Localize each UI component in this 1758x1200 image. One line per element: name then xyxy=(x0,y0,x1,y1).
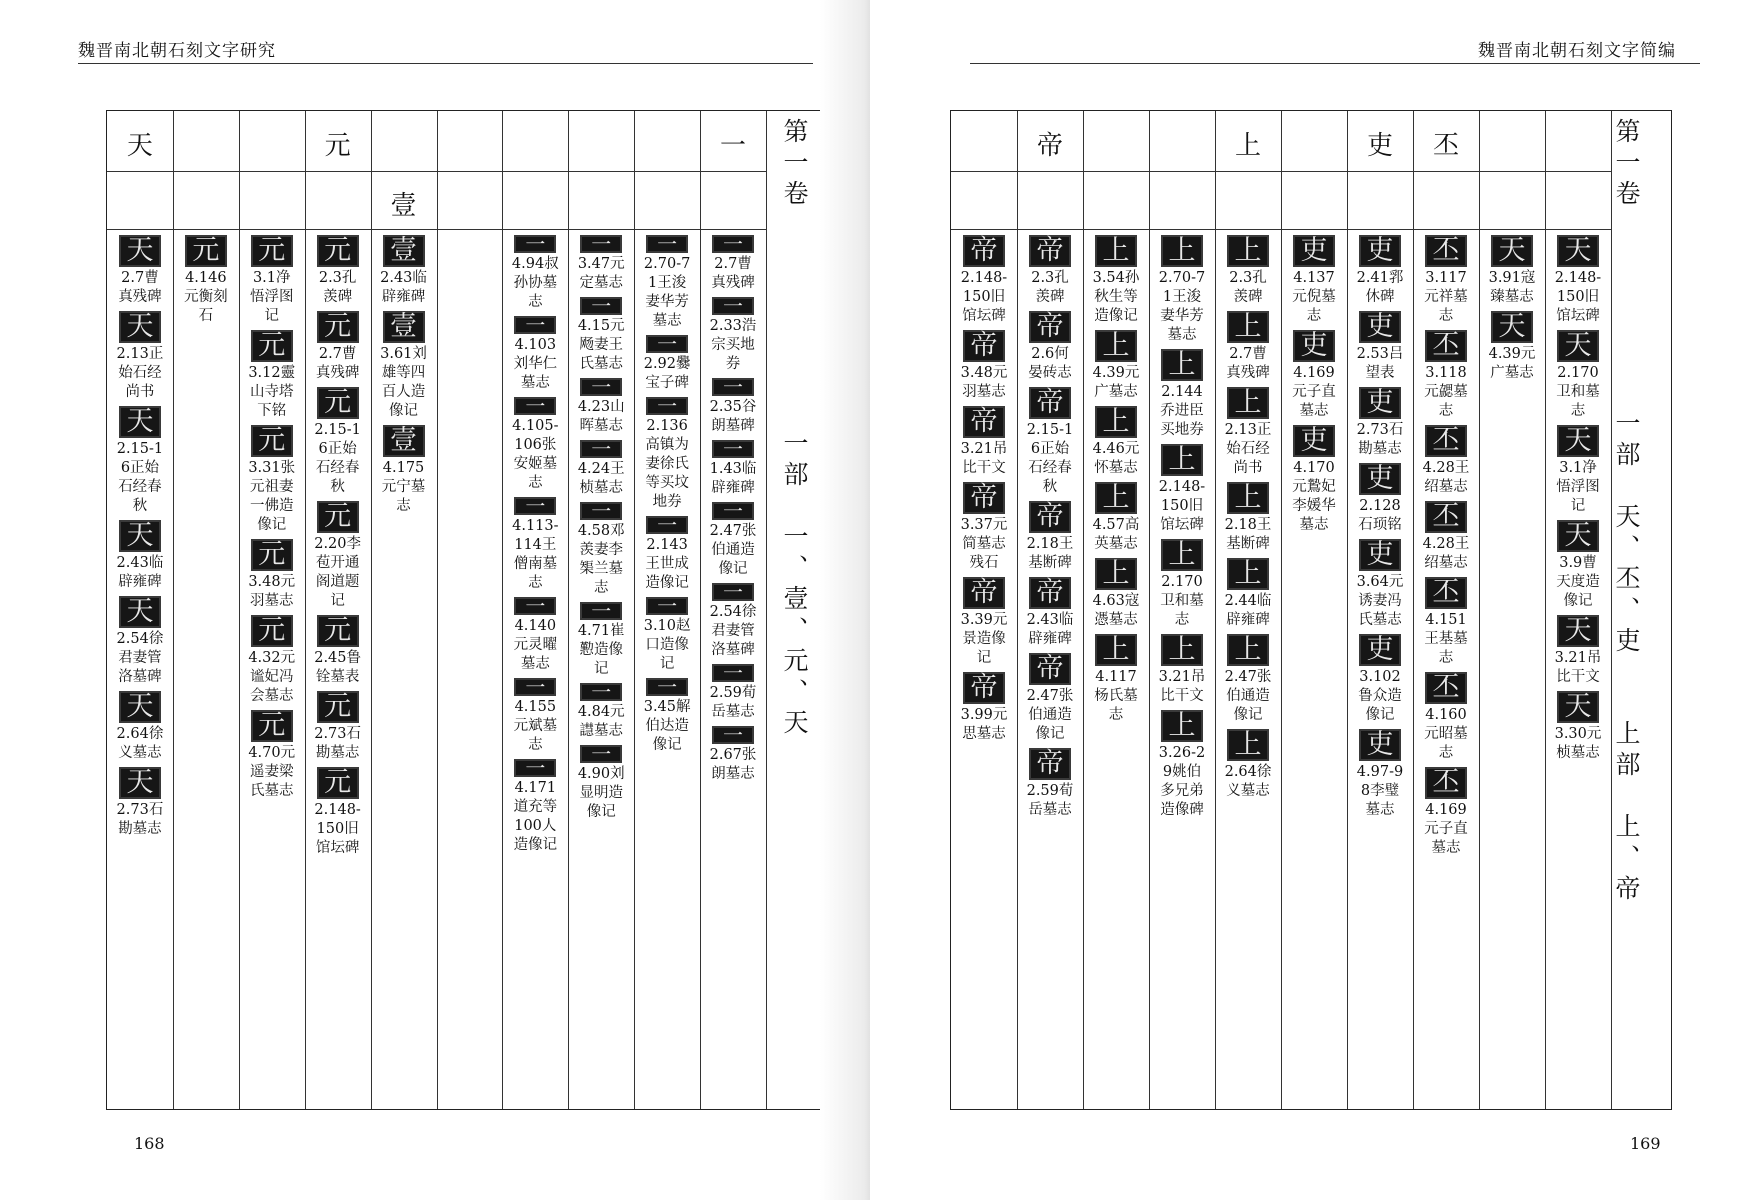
rubbing-glyph: 帝 xyxy=(963,482,1005,514)
source-reference: 4.94叔孙协墓志 xyxy=(511,256,559,310)
source-reference: 2.18王基断碑 xyxy=(1224,517,1272,552)
source-reference: 2.18王基断碑 xyxy=(1026,536,1074,571)
source-reference: 2.128石顼铭 xyxy=(1358,498,1402,533)
rubbing-glyph: 帝 xyxy=(1029,501,1071,533)
source-reference: 2.47张伯通造像记 xyxy=(1026,688,1074,742)
rubbing-glyph: 上 xyxy=(1227,729,1269,761)
rubbing-glyph: 元 xyxy=(317,615,359,647)
rubbing-glyph: 天 xyxy=(1557,235,1599,267)
rubbing-glyph: 上 xyxy=(1095,482,1137,514)
source-reference: 4.63寇憑墓志 xyxy=(1092,593,1140,628)
source-reference: 4.140元灵曜墓志 xyxy=(513,618,558,672)
rubbing-glyph: 帝 xyxy=(963,577,1005,609)
rubbing-glyph: 一 xyxy=(712,235,754,253)
rubbing-glyph: 一 xyxy=(514,497,556,515)
source-reference: 4.113-114王僧南墓志 xyxy=(512,518,559,591)
rubbing-glyph: 天 xyxy=(1491,235,1533,267)
source-reference: 2.44临辟雍碑 xyxy=(1224,593,1272,628)
rubbing-glyph: 元 xyxy=(317,691,359,723)
source-reference: 4.24王桢墓志 xyxy=(577,461,625,496)
rubbing-glyph: 一 xyxy=(712,378,754,396)
rubbing-glyph: 一 xyxy=(712,726,754,744)
rubbing-glyph: 一 xyxy=(580,602,622,620)
section-label-right: 一部 天、丕、吏 上部 上、帝 xyxy=(1612,410,1641,906)
source-reference: 4.32元谧妃冯会墓志 xyxy=(248,650,296,704)
rubbing-glyph: 上 xyxy=(1161,444,1203,476)
rubbing-glyph: 上 xyxy=(1095,634,1137,666)
rubbing-glyph: 元 xyxy=(251,425,293,457)
source-reference: 4.57高英墓志 xyxy=(1092,517,1140,552)
rubbing-glyph: 帝 xyxy=(1029,311,1071,343)
left-page xyxy=(0,0,870,1200)
rubbing-glyph: 丕 xyxy=(1425,672,1467,704)
source-reference: 2.148-150旧馆坛碑 xyxy=(960,270,1008,324)
entry-column xyxy=(1149,235,1215,824)
source-reference: 2.70-71王浚妻华芳墓志 xyxy=(1158,270,1206,343)
source-reference: 4.103刘华仁墓志 xyxy=(513,337,558,391)
rubbing-glyph: 一 xyxy=(712,297,754,315)
character-table-right xyxy=(950,110,1672,1110)
source-reference: 3.117元祥墓志 xyxy=(1424,270,1468,324)
source-reference: 4.15元飏妻王氏墓志 xyxy=(577,318,625,372)
rubbing-glyph: 一 xyxy=(580,502,622,520)
rubbing-glyph: 一 xyxy=(580,683,622,701)
source-reference: 2.170卫和墓志 xyxy=(1556,365,1600,419)
source-reference: 3.48元羽墓志 xyxy=(960,365,1008,400)
rubbing-glyph: 元 xyxy=(251,539,293,571)
source-reference: 2.170卫和墓志 xyxy=(1160,574,1204,628)
source-reference: 2.45鲁铨墓表 xyxy=(314,650,362,685)
source-reference: 3.9曹天度造像记 xyxy=(1556,555,1600,609)
source-reference: 4.137元倪墓志 xyxy=(1292,270,1336,324)
entry-column xyxy=(1017,235,1083,824)
source-reference: 3.31张元祖妻一佛造像记 xyxy=(248,460,296,533)
rubbing-glyph: 丕 xyxy=(1425,235,1467,267)
rubbing-glyph: 一 xyxy=(646,397,688,415)
source-reference: 2.53吕望表 xyxy=(1356,346,1404,381)
rubbing-glyph: 丕 xyxy=(1425,425,1467,457)
rubbing-glyph: 帝 xyxy=(1029,748,1071,780)
rubbing-glyph: 一 xyxy=(514,759,556,777)
header-character: 上 xyxy=(1234,131,1261,161)
source-reference: 4.117杨氏墓志 xyxy=(1094,669,1138,723)
rubbing-glyph: 一 xyxy=(646,335,688,353)
rubbing-glyph: 元 xyxy=(317,501,359,533)
rubbing-glyph: 壹 xyxy=(383,425,425,457)
source-reference: 2.7曹真残碑 xyxy=(1226,346,1270,381)
entry-column xyxy=(305,235,371,862)
source-reference: 3.21吊比干文 xyxy=(1158,669,1206,704)
entry-column xyxy=(239,235,305,805)
rubbing-glyph: 天 xyxy=(119,520,161,552)
entry-column xyxy=(502,232,568,859)
entry-column xyxy=(173,235,239,330)
rubbing-glyph: 天 xyxy=(1557,330,1599,362)
rubbing-glyph: 一 xyxy=(646,235,688,253)
entry-column xyxy=(1215,235,1281,805)
source-reference: 2.148-150旧馆坛碑 xyxy=(1158,479,1206,533)
rubbing-glyph: 帝 xyxy=(1029,387,1071,419)
source-reference: 2.13正始石经尚书 xyxy=(116,346,164,400)
source-reference: 2.7曹真残碑 xyxy=(118,270,162,305)
rubbing-glyph: 帝 xyxy=(963,672,1005,704)
source-reference: 2.64徐义墓志 xyxy=(1224,764,1272,799)
source-reference: 4.169元子直墓志 xyxy=(1292,365,1336,419)
source-reference: 2.15-16正始石经春秋 xyxy=(314,422,361,495)
rubbing-glyph: 上 xyxy=(1227,387,1269,419)
source-reference: 2.43临辟雍碑 xyxy=(1026,612,1074,647)
rubbing-glyph: 一 xyxy=(712,440,754,458)
rubbing-glyph: 一 xyxy=(580,297,622,315)
rubbing-glyph: 吏 xyxy=(1359,387,1401,419)
rubbing-glyph: 上 xyxy=(1161,539,1203,571)
source-reference: 4.39元广墓志 xyxy=(1488,346,1536,381)
rubbing-glyph: 吏 xyxy=(1359,539,1401,571)
rubbing-glyph: 上 xyxy=(1161,235,1203,267)
rubbing-glyph: 壹 xyxy=(383,311,425,343)
source-reference: 4.84元譿墓志 xyxy=(577,704,625,739)
source-reference: 4.155元斌墓志 xyxy=(513,699,558,753)
source-reference: 3.21吊比干文 xyxy=(1554,650,1602,685)
entry-column xyxy=(568,232,634,826)
rubbing-glyph: 吏 xyxy=(1293,425,1335,457)
source-reference: 2.35谷朗墓碑 xyxy=(709,399,757,434)
source-reference: 3.45解伯达造像记 xyxy=(643,699,691,753)
source-reference: 3.12靈山寺塔下铭 xyxy=(248,365,296,419)
rubbing-glyph: 元 xyxy=(251,710,293,742)
entry-column xyxy=(1413,235,1479,862)
rubbing-glyph: 丕 xyxy=(1425,330,1467,362)
rubbing-glyph: 一 xyxy=(514,235,556,253)
source-reference: 3.1净悟浮图记 xyxy=(249,270,294,324)
rubbing-glyph: 帝 xyxy=(963,330,1005,362)
source-reference: 3.99元思墓志 xyxy=(960,707,1008,742)
source-reference: 2.54徐君妻管洛墓碑 xyxy=(116,631,164,685)
entry-column xyxy=(371,235,437,520)
entry-column xyxy=(700,232,766,788)
rubbing-glyph: 上 xyxy=(1095,558,1137,590)
rubbing-glyph: 一 xyxy=(646,516,688,534)
rubbing-glyph: 元 xyxy=(317,311,359,343)
source-reference: 4.23山晖墓志 xyxy=(577,399,625,434)
source-reference: 3.21吊比干文 xyxy=(960,441,1008,476)
source-reference: 2.15-16正始石经春秋 xyxy=(116,441,164,514)
source-reference: 2.33浩宗买地券 xyxy=(709,318,757,372)
source-reference: 4.169元子直墓志 xyxy=(1424,802,1468,856)
source-reference: 2.73石勘墓志 xyxy=(116,802,164,837)
entry-column xyxy=(634,232,700,759)
source-reference: 3.61刘雄等四百人造像记 xyxy=(380,346,427,419)
source-reference: 3.118元勰墓志 xyxy=(1424,365,1468,419)
entry-column xyxy=(1479,235,1545,387)
source-reference: 2.43临辟雍碑 xyxy=(116,555,164,590)
character-table-left xyxy=(106,110,823,1110)
source-reference: 2.41郛休碑 xyxy=(1356,270,1404,305)
source-reference: 1.43临辟雍碑 xyxy=(709,461,757,496)
source-reference: 4.170元鷙妃李媛华墓志 xyxy=(1292,460,1336,533)
rubbing-glyph: 吏 xyxy=(1359,634,1401,666)
source-reference: 3.48元羽墓志 xyxy=(248,574,296,609)
rubbing-glyph: 元 xyxy=(317,387,359,419)
source-reference: 2.73石勘墓志 xyxy=(1356,422,1404,457)
rubbing-glyph: 上 xyxy=(1227,311,1269,343)
rubbing-glyph: 一 xyxy=(580,745,622,763)
rubbing-glyph: 上 xyxy=(1161,710,1203,742)
rubbing-glyph: 上 xyxy=(1227,558,1269,590)
rubbing-glyph: 上 xyxy=(1227,482,1269,514)
rubbing-glyph: 一 xyxy=(712,583,754,601)
rubbing-glyph: 元 xyxy=(251,330,293,362)
rubbing-glyph: 天 xyxy=(119,235,161,267)
rubbing-glyph: 天 xyxy=(119,406,161,438)
source-reference: 2.47张伯通造像记 xyxy=(709,523,757,577)
source-reference: 3.64元诱妻冯氏墓志 xyxy=(1356,574,1404,628)
page-number-left: 168 xyxy=(134,1134,165,1153)
header-character: 帝 xyxy=(1036,131,1063,161)
source-reference: 2.47张伯通造像记 xyxy=(1224,669,1272,723)
rubbing-glyph: 一 xyxy=(580,378,622,396)
right-page xyxy=(870,0,1758,1200)
source-reference: 4.175元宁墓志 xyxy=(381,460,426,514)
source-reference: 4.160元昭墓志 xyxy=(1424,707,1468,761)
page-number-right: 169 xyxy=(1630,1134,1661,1153)
rubbing-glyph: 丕 xyxy=(1425,577,1467,609)
section-label-left: 一部 一、壹、元、天 xyxy=(780,430,809,740)
source-reference: 2.3孔羡碑 xyxy=(1229,270,1267,305)
source-reference: 3.47元定墓志 xyxy=(577,256,625,291)
source-reference: 2.20李苞开通阁道题记 xyxy=(314,536,362,609)
rubbing-glyph: 天 xyxy=(1491,311,1533,343)
rubbing-glyph: 元 xyxy=(185,235,227,267)
rubbing-glyph: 元 xyxy=(317,235,359,267)
running-head-right: 魏晋南北朝石刻文字简编 xyxy=(1478,41,1676,61)
source-reference: 2.136高镇为妻徐氏等买坟地券 xyxy=(645,418,689,510)
source-reference: 2.59荀岳墓志 xyxy=(1026,783,1074,818)
source-reference: 4.28王绍墓志 xyxy=(1422,460,1470,495)
rubbing-glyph: 天 xyxy=(119,311,161,343)
header-rule-left xyxy=(78,63,813,64)
header-character: 天 xyxy=(126,131,153,161)
rubbing-glyph: 一 xyxy=(646,678,688,696)
source-reference: 2.148-150旧馆坛碑 xyxy=(314,802,361,856)
rubbing-glyph: 一 xyxy=(646,597,688,615)
rubbing-glyph: 元 xyxy=(317,767,359,799)
source-reference: 4.97-98李璧墓志 xyxy=(1356,764,1404,818)
source-reference: 4.46元怀墓志 xyxy=(1092,441,1140,476)
rubbing-glyph: 吏 xyxy=(1359,311,1401,343)
rubbing-glyph: 一 xyxy=(580,235,622,253)
source-reference: 4.146元衡刻石 xyxy=(184,270,228,324)
rubbing-glyph: 上 xyxy=(1161,349,1203,381)
source-reference: 2.64徐义墓志 xyxy=(116,726,164,761)
source-reference: 3.54孙秋生等造像记 xyxy=(1092,270,1140,324)
rubbing-glyph: 一 xyxy=(580,440,622,458)
rubbing-glyph: 上 xyxy=(1227,634,1269,666)
source-reference: 4.70元遥妻梁氏墓志 xyxy=(248,745,296,799)
header-character: 吏 xyxy=(1366,131,1393,161)
source-reference: 2.54徐君妻管洛墓碑 xyxy=(709,604,757,658)
entry-column xyxy=(1347,235,1413,824)
column-divider xyxy=(437,111,438,1109)
source-reference: 4.171道充等100人造像记 xyxy=(513,780,558,853)
source-reference: 2.70-71王浚妻华芳墓志 xyxy=(643,256,691,329)
rubbing-glyph: 天 xyxy=(1557,691,1599,723)
header-character: 丕 xyxy=(1432,131,1459,161)
source-reference: 2.3孔羡碑 xyxy=(318,270,357,305)
rubbing-glyph: 上 xyxy=(1095,235,1137,267)
source-reference: 2.148-150旧馆坛碑 xyxy=(1554,270,1602,324)
source-reference: 3.30元桢墓志 xyxy=(1554,726,1602,761)
source-reference: 3.37元简墓志残石 xyxy=(960,517,1008,571)
label-column-divider xyxy=(766,111,767,1109)
rubbing-glyph: 天 xyxy=(1557,425,1599,457)
rubbing-glyph: 上 xyxy=(1095,330,1137,362)
source-reference: 3.10赵口造像记 xyxy=(643,618,691,672)
entry-column xyxy=(1545,235,1611,767)
rubbing-glyph: 一 xyxy=(514,316,556,334)
source-reference: 4.28王绍墓志 xyxy=(1422,536,1470,571)
rubbing-glyph: 丕 xyxy=(1425,767,1467,799)
rubbing-glyph: 帝 xyxy=(963,235,1005,267)
running-head-left: 魏晋南北朝石刻文字研究 xyxy=(78,41,276,61)
rubbing-glyph: 天 xyxy=(119,691,161,723)
source-reference: 3.26-29姚伯多兄弟造像碑 xyxy=(1158,745,1206,818)
source-reference: 2.7曹真残碑 xyxy=(315,346,360,381)
source-reference: 4.71崔懃造像记 xyxy=(577,623,625,677)
source-reference: 2.6何晏砖志 xyxy=(1028,346,1072,381)
header-rule-right xyxy=(970,63,1700,64)
rubbing-glyph: 一 xyxy=(514,678,556,696)
source-reference: 4.58邓羡妻李榘兰墓志 xyxy=(577,523,625,596)
rubbing-glyph: 一 xyxy=(712,664,754,682)
variant-character: 壹 xyxy=(390,191,417,221)
source-reference: 2.73石勘墓志 xyxy=(314,726,362,761)
source-reference: 2.59荀岳墓志 xyxy=(709,685,757,720)
source-reference: 2.7曹真残碑 xyxy=(711,256,755,291)
rubbing-glyph: 帝 xyxy=(1029,577,1071,609)
source-reference: 4.105-106张安姬墓志 xyxy=(512,418,559,491)
rubbing-glyph: 上 xyxy=(1161,634,1203,666)
rubbing-glyph: 吏 xyxy=(1359,463,1401,495)
rubbing-glyph: 元 xyxy=(251,615,293,647)
source-reference: 3.91寇臻墓志 xyxy=(1488,270,1536,305)
rubbing-glyph: 上 xyxy=(1095,406,1137,438)
rubbing-glyph: 天 xyxy=(119,767,161,799)
source-reference: 2.13正始石经尚书 xyxy=(1224,422,1272,476)
entry-column xyxy=(1083,235,1149,729)
rubbing-glyph: 帝 xyxy=(1029,653,1071,685)
rubbing-glyph: 吏 xyxy=(1293,235,1335,267)
rubbing-glyph: 吏 xyxy=(1359,235,1401,267)
header-character: 一 xyxy=(720,131,747,161)
source-reference: 2.15-16正始石经春秋 xyxy=(1026,422,1074,495)
rubbing-glyph: 天 xyxy=(1557,615,1599,647)
source-reference: 4.39元广墓志 xyxy=(1092,365,1140,400)
rubbing-glyph: 丕 xyxy=(1425,501,1467,533)
source-reference: 3.1净悟浮图记 xyxy=(1556,460,1600,514)
source-reference: 2.143王世成造像记 xyxy=(645,537,689,591)
source-reference: 2.67张朗墓志 xyxy=(709,747,757,782)
source-reference: 2.3孔羡碑 xyxy=(1031,270,1069,305)
source-reference: 2.144乔进臣买地券 xyxy=(1160,384,1204,438)
volume-label-right: 第一卷 xyxy=(1612,118,1641,211)
rubbing-glyph: 吏 xyxy=(1293,330,1335,362)
rubbing-glyph: 壹 xyxy=(383,235,425,267)
rubbing-glyph: 一 xyxy=(712,502,754,520)
rubbing-glyph: 一 xyxy=(514,597,556,615)
rubbing-glyph: 元 xyxy=(251,235,293,267)
volume-label-left: 第一卷 xyxy=(780,118,809,211)
rubbing-glyph: 天 xyxy=(119,596,161,628)
entry-column xyxy=(107,235,173,843)
rubbing-glyph: 天 xyxy=(1557,520,1599,552)
source-reference: 4.151王基墓志 xyxy=(1424,612,1468,666)
rubbing-glyph: 帝 xyxy=(963,406,1005,438)
source-reference: 4.90刘显明造像记 xyxy=(577,766,625,820)
header-character: 元 xyxy=(324,131,351,161)
rubbing-glyph: 上 xyxy=(1227,235,1269,267)
rubbing-glyph: 帝 xyxy=(1029,235,1071,267)
entry-column xyxy=(951,235,1017,748)
rubbing-glyph: 一 xyxy=(514,397,556,415)
entry-column xyxy=(1281,235,1347,539)
source-reference: 2.92爨宝子碑 xyxy=(643,356,691,391)
source-reference: 3.39元景造像记 xyxy=(960,612,1008,666)
rubbing-glyph: 吏 xyxy=(1359,729,1401,761)
source-reference: 2.43临辟雍碑 xyxy=(380,270,427,305)
source-reference: 3.102鲁众造像记 xyxy=(1358,669,1402,723)
